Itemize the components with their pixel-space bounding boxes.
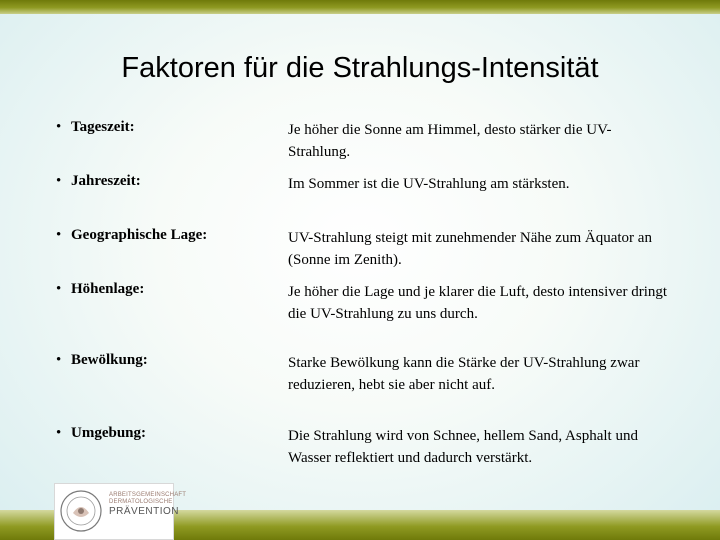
bullet: •: [56, 173, 62, 189]
item-description: Die Strahlung wird von Schnee, hellem Sand, Asphalt und Wasser reflektiert und dadurch verstärkt.: [288, 428, 638, 466]
item-term: Geographische Lage:: [71, 227, 208, 243]
bullet: •: [56, 227, 62, 243]
slide-title: Faktoren für die Strahlungs-Intensität: [121, 52, 599, 84]
bullet: •: [56, 281, 62, 297]
organization-logo: [54, 483, 187, 540]
item-description: Je höher die Lage und je klarer die Luft, desto intensiver dringt die UV-Strahlung zu uns durch.: [288, 284, 668, 322]
item-term: Höhenlage:: [71, 281, 145, 297]
item-term: Jahreszeit:: [71, 173, 141, 189]
bullet: •: [56, 352, 62, 368]
seal-icon: [59, 489, 103, 533]
item-term: Tageszeit:: [71, 119, 135, 135]
item-description: UV-Strahlung steigt mit zunehmender Nähe zum Äquator an (Sonne im Zenith).: [288, 230, 652, 268]
logo-small-text: ARBEITSGEMEINSCHAFT DERMATOLOGISCHE: [109, 492, 187, 505]
item-description: Je höher die Sonne am Himmel, desto stärker die UV-Strahlung.: [288, 122, 612, 160]
item-term: Umgebung:: [71, 425, 147, 441]
item-description: Starke Bewölkung kann die Stärke der UV-Strahlung zwar reduzieren, hebt sie aber nicht auf.: [288, 355, 640, 393]
bullet: •: [56, 119, 62, 135]
bullet: •: [56, 425, 62, 441]
logo-big-text: PRÄVENTION: [109, 506, 180, 517]
item-description: Im Sommer ist die UV-Strahlung am stärksten.: [288, 176, 570, 192]
top-band: [0, 0, 720, 14]
item-term: Bewölkung:: [71, 352, 148, 368]
